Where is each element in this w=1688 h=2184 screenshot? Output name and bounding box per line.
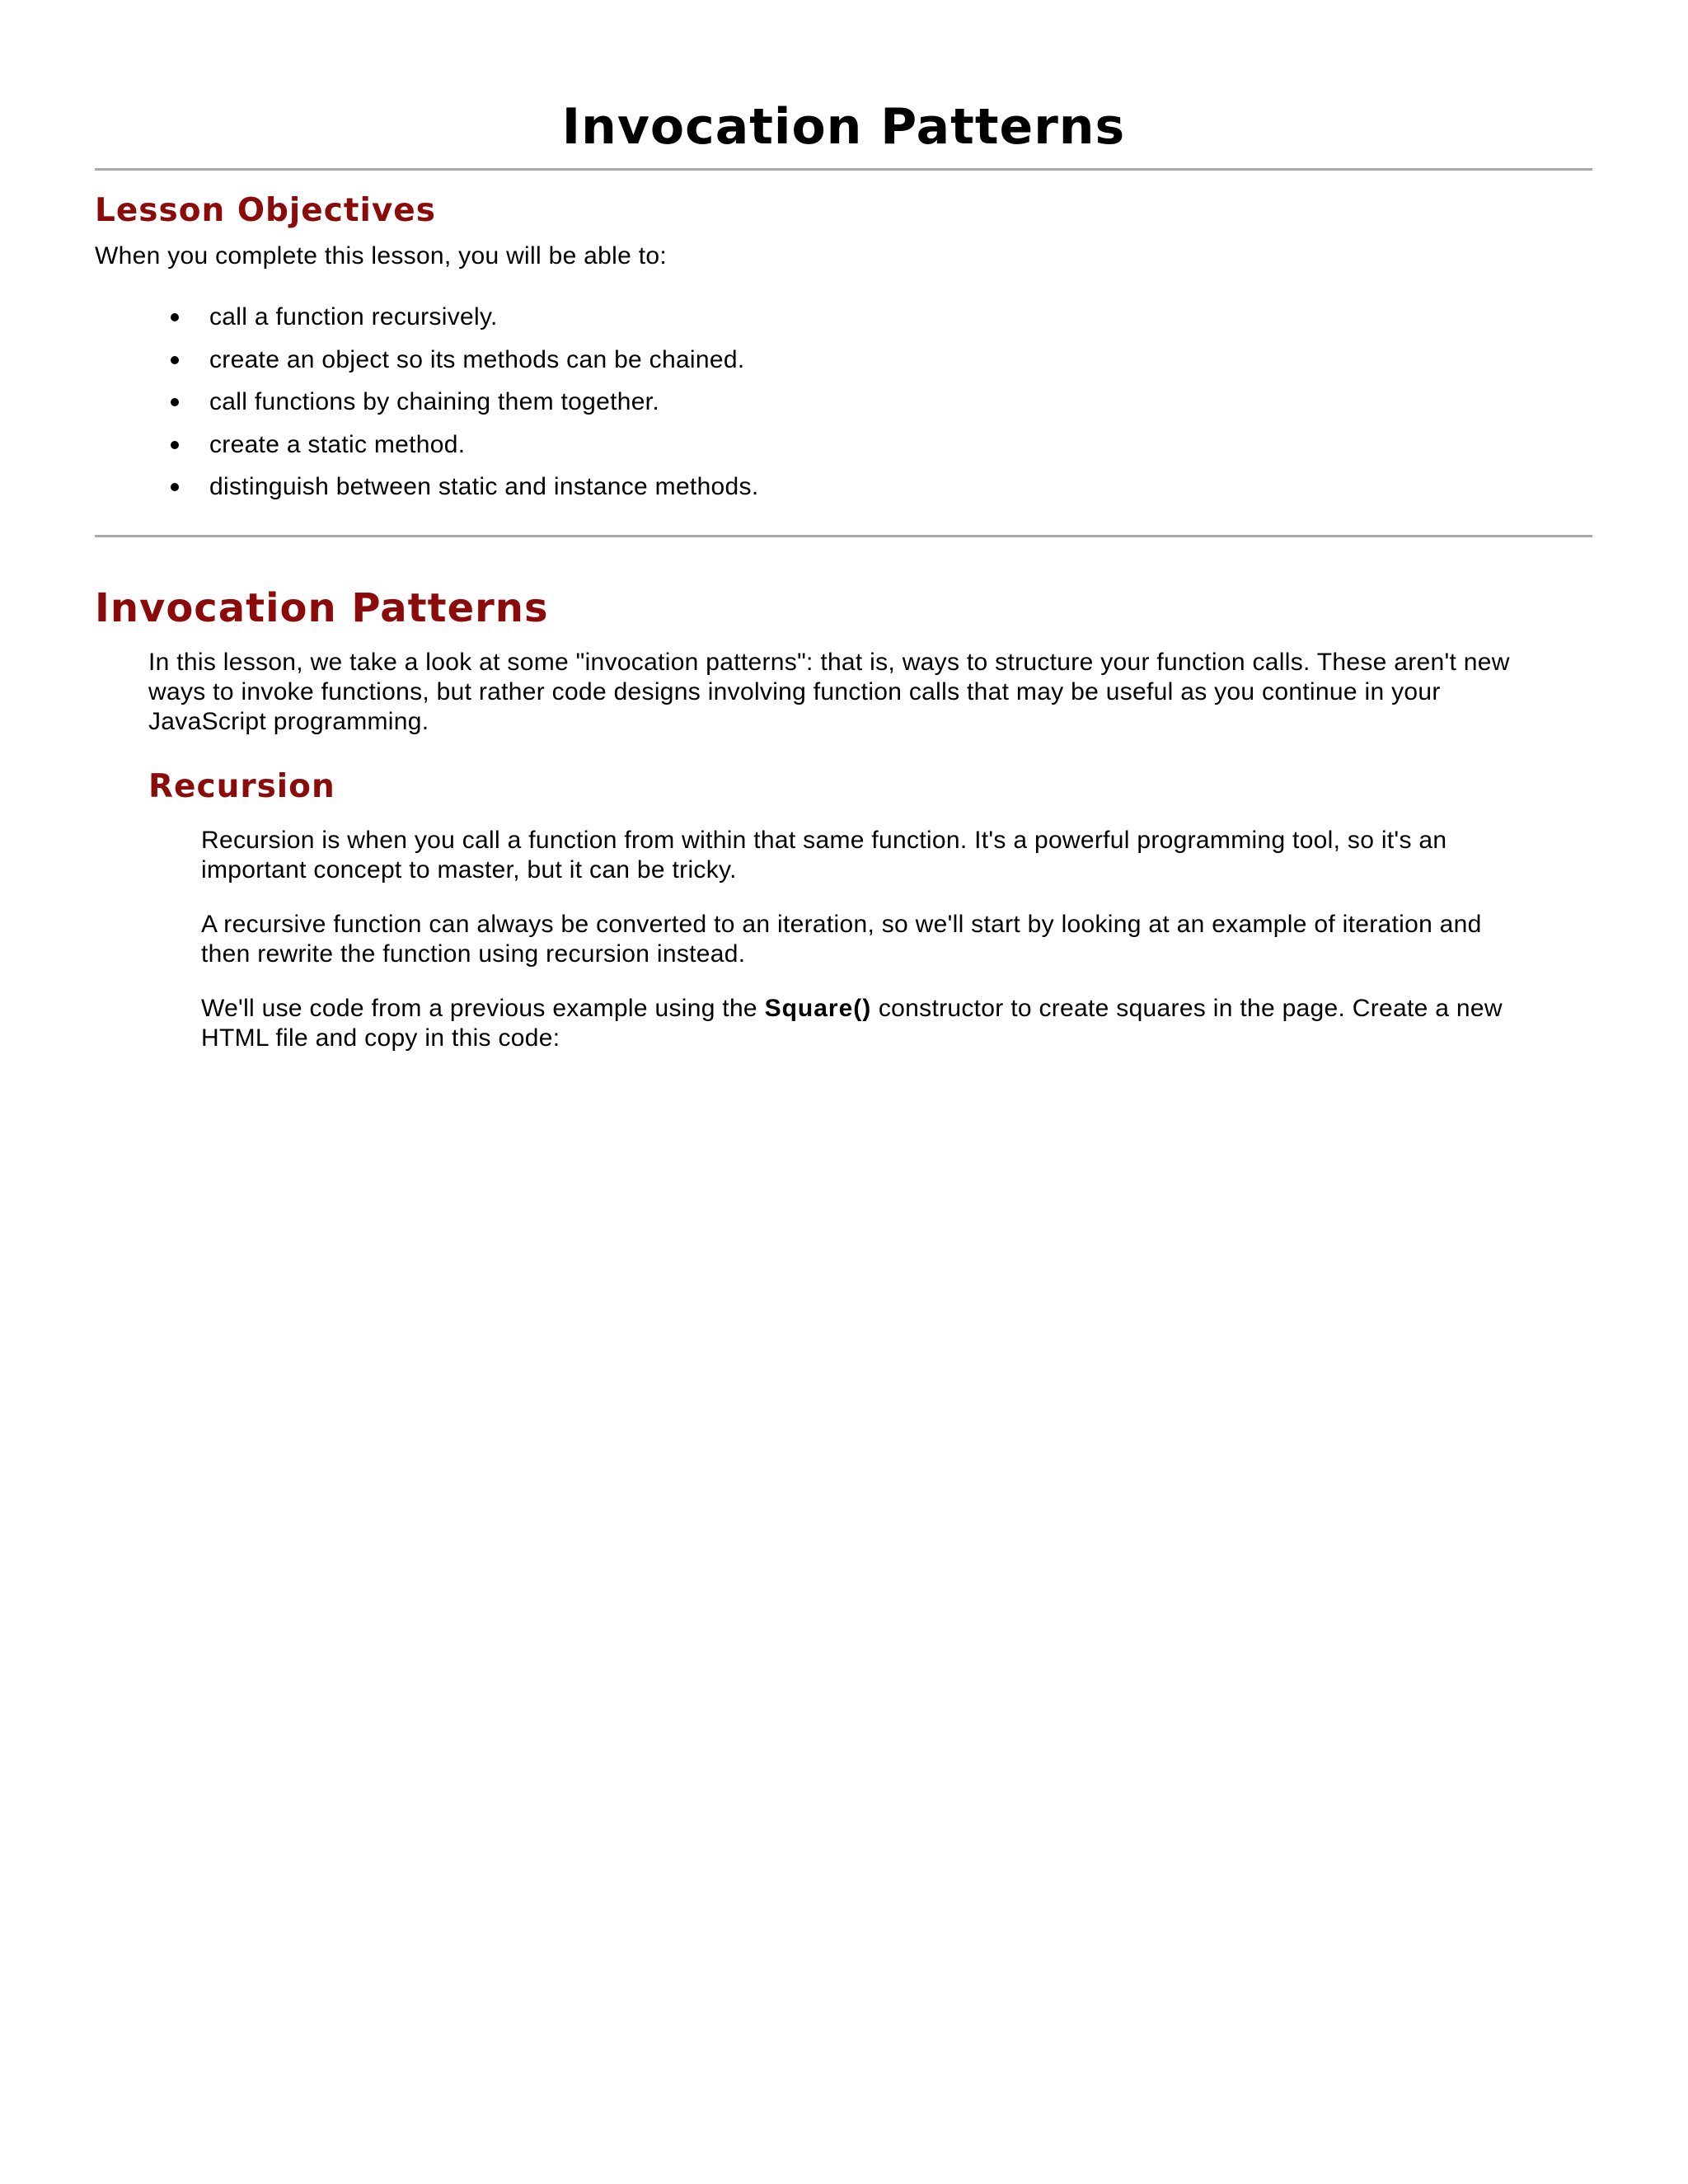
objective-text: create a static method. — [209, 430, 466, 458]
objective-item — [95, 424, 1592, 466]
title-divider — [95, 168, 1592, 171]
objective-text: call functions by chaining them together. — [209, 388, 659, 415]
recursion-para-3-start: We'll use code from a previous example using the — [201, 994, 765, 1022]
objective-text: distinguish between static and instance methods. — [209, 473, 759, 500]
recursion-heading: Recursion — [148, 767, 335, 805]
objectives-divider — [95, 535, 1592, 537]
objectives-intro: When you complete this lesson, you will be able to: — [95, 242, 667, 269]
objectives-heading: Lesson Objectives — [95, 192, 436, 229]
objectives-list — [95, 296, 1592, 509]
objective-item — [95, 339, 1592, 382]
objective-item — [95, 296, 1592, 339]
bullet-icon — [171, 441, 179, 449]
bullet-icon — [171, 313, 179, 321]
bullet-icon — [171, 483, 179, 491]
bullet-icon — [171, 356, 179, 364]
objective-text: create an object so its methods can be chained. — [209, 345, 745, 373]
recursion-para-2: A recursive function can always be converted to an iteration, so we'll start by looking at an example of iteration and then rewrite the function using recursion instead. — [201, 910, 1482, 968]
recursion-para-1: Recursion is when you call a function from within that same function. It's a powerful programming tool, so it's an important concept to master, but it can be tricky. — [201, 826, 1447, 883]
objective-text: call a function recursively. — [209, 303, 498, 330]
recursion-para-3 — [201, 994, 1503, 1053]
recursion-para-3-end: constructor to create squares in the page. Create a new HTML file and copy in this code: — [201, 994, 1503, 1052]
section-intro: In this lesson, we take a look at some "invocation patterns": that is, ways to structure your function calls. These aren't new ways to invoke functions, but rather code designs involving function calls that may be useful as you continue in your JavaScript programming. — [148, 648, 1510, 735]
page-title: Invocation Patterns — [561, 98, 1126, 156]
objective-item — [95, 381, 1592, 424]
bullet-icon — [171, 398, 179, 406]
section-heading: Invocation Patterns — [95, 584, 549, 631]
document-page — [95, 0, 1592, 1053]
objective-item — [95, 466, 1592, 509]
square-constructor-code: Square() — [764, 994, 872, 1022]
